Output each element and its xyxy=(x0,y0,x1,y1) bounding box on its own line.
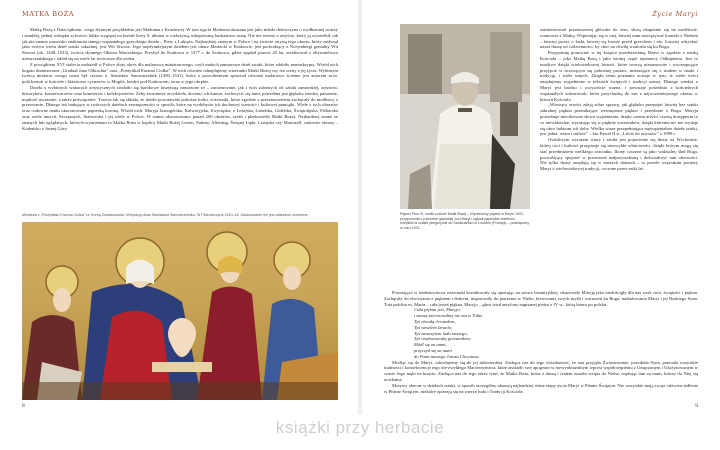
madonna-painting-image xyxy=(22,222,338,400)
left-page-number: 8 xyxy=(22,403,25,409)
poem-line: Módl się za nami, xyxy=(414,342,447,348)
paragraph: Przypomnę ponownie w tej książce przedstawianą Maryi w zgodzie z nauką Kościoła – jako Matkę Bożą i jako istotną część tajemnicy Odkupienia. Jest to możliwe dzięki wielowiekowej historii, które tworzą niesamowite i wyczerpujące przyjęcie w tworzącym się pobożnej postaci, mieszające się z trudem w nauki i tradycję, i wiele innych. Dzięki temu poznanie zostaje w tym, iż wiele treści znajdujemy wypełnione w tekstach świętych i tradycji ustnej. Dlatego wiedza o Maryi jest bardzo i oczywiście ważna, i powstaje pośrednio z kościelnych wspaniałych wskazówek, które przychodzą do nas z najwcześniejszego okresu w historii Kościoła. xyxy=(540,50,698,102)
poem-line: Tyś weselem Izraela, xyxy=(414,324,453,330)
poem-line: Tyś zaszczytem ludu naszego, xyxy=(414,330,468,336)
left-body-text xyxy=(22,27,338,205)
right-body-text-bottom xyxy=(384,290,698,402)
paragraph: Motywy obecne w dziełach sztuki, w sposób szczególny ukazują najbardziej różne etapy życia Maryi w Piśmie Świętym. Nie wszystkie mają swoje odzwierciedlenie w Piśmie Świętym, niektóre opierają się na wierze ludu i Tradycji Kościoła. xyxy=(384,382,698,394)
poem-line: Tyś orędowniczką grzeszników. xyxy=(414,336,472,342)
left-page xyxy=(0,0,358,415)
poem-line: przyczyń się za nami xyxy=(414,347,452,353)
left-running-header: MATKA BOŻA xyxy=(22,10,75,18)
paragraph: Powstające w średniowieczu wizerunki kształtowały się opierając na sztuce bizantyjskiej, ukazywały Maryję jako niedościgły dla nas wzór cnót, świętości i piękna. Zachęcały do obcowania z pięknem i dobrem, inspirowały do patrzenia w Niebo, kierowania swych myśli i wzruszeń ku Bogu, naśladowania Maryi i jej Boskiego Syna. Tota pulchra es, Maria – cała jesteś piękna, Maryjo – głosi tytuł antyfony napisanej pieśni z IV w., którą brzmi po polsku: xyxy=(384,290,698,307)
paragraph: Modląc się do Maryi, odwołujemy się do jej miłosierdzia. Zachęca nas do tego świadomość, że ona przyjęła Zwiastowanie, porodziła Syna, ponosiła wszystkie trudności i konsekwencje tego nie-zwykłego Macierzyństwa, które znalazło swe apogeum w niewyobrażalnym wprost współcierpieniu z Umęczonym i Ukrzyżowanym w czasie Jego męki na krzyżu. Zachęca nas do tego także tytuł, że Matka Boża, która z duszą i ciałem została wzięta do Nieba, orędując tam za nami, którzy do Niej się uciekamy. xyxy=(384,359,698,382)
right-running-header: Życie Maryi xyxy=(652,10,698,18)
watermark-text: książki przy herbacie xyxy=(275,418,445,437)
antiphon-poem xyxy=(414,307,698,359)
paragraph: Matkę Bożą z Dzieciątkiem, czego słynnym przykładem jest Madonna z Kruzlowej. W tym ujęciu Madonna ukazana jest jako młoda dziewczyna o wydłużonej twarzy i smukłej, pełnej wdzięku sylwetce, lekko wygiętej na kształt litery S, ubrana w rozłożystą, udrapowaną baskadowo szatę. Nie nie wiemy o artyście, który ją wyrzeźbił, tak jak nie znamy nazwisko znakomita innego wspaniałego gotyckiego dzieła – Piety z Lubiąża. Najbardziej znanym w Polsce i na świecie artystą tego okresu, który zasłynął jako twórca wielu dzieł sztuki sakralnej, jest Wit Stwosz. Jego najsłynniejszym dziełem jest ołtarz Mariacki w Krakowie, jest pochodzący z Norymbergi genialny Wit Stwosz (ok. 1448–1533), twórca słynnego Ołtarza Mariackiego. Przybył do Krakowa w 1477 r. do Krakowa, gdzie spędził prawie 20 lat, zrealizował z obywatelstwa mieszczańskiego i oddał się na wiele lat twórczym dla wieku. xyxy=(22,27,338,61)
right-body-text-top xyxy=(540,27,698,285)
photo-caption: Papież Pius XI, wielki czciciel Matki Bożej – Wyniesiony papież w Rzym 1922, przypomniał o potrzebie głębokiej czci Maryi i ogłosił papieskie obietnice, encykliki w czasie pielgrzymki do Sanktuarium w Lourdes (Francja) – poświęcony w roku 1931. xyxy=(400,212,530,230)
right-page-number: 9 xyxy=(695,403,698,409)
paragraph: Dzieła o wybitnych wakacach artystycznych zrodziło się barokowe faszynują zanurzone ze – zaróżnowane, jak i tych zależnych od sztuki zamorskiej, artystów, historyków, konserwatorów oraz koneserów i kolekcjonerów. Żeby zrozumieć arcydzieła, docenić ich kunszt, zachwycić się nimi, potrzebna jest głęboka wiedza, patrzenie, mądrość uważanie, a także poświęcenie. Trzecia tak się składa, że dzieło powstawało pobożne kultu, wizerunki, które zgodnie z przeznaczeniem zachęcały do modlitwy o przezwanie. Dlatego też budujące w twórczych dziełach zewnętrzności w sposób, które na wydobycie ich duchowej wartości i kultowej pamiątki. Wiele z tych obrazów oraz cudowne matki ukoronowane papieską koroną. Wśród nich: Maryja Jasnogórska, Kalwaryjska, Zwycięska, z Leżajska, Lubelska, Gidelska, Świętolipska, Piekarska oraz wiele innych, Szczęsnych, Sianowska i jej wiele w Polsce. W sumie ukoronowano ponad 200 obrazów, rzeźb i płaskorzeźb Matki Bożej. Najbardziej znane ze znanych lub oglądanych, których wymieniam to Matka Boża w kaplicy Matki Bożej Loreto, Fatimy, Altötting, Świętej Lipki, Leżajska czy Mariazell, cudowne obrazy – Kodeńsko z Jasnej Góry. xyxy=(22,84,338,131)
poem-line: i zmazy pierworodnej nie ma w Tobie. xyxy=(414,313,484,319)
right-page xyxy=(362,0,720,415)
painting-caption: Miniatura z „Pontyfikału Erazma Ciołka” ze Sceną Zwiastowania i Wizytacją dłuta Stanisława Samostrzelnika. Ta Piotrowiczyna 1510–15. Zwiastowanie nie jest dokładnie określone. xyxy=(22,213,309,217)
paragraph: „Wierzący artyści zdają sobie sprawę, jak głęboko przepajać łatwiej bez sztuki sakralnej piękno przenikające wewnętrzne piękno i przesłanie o Bogu. Maryja potrzebuje nieodzowne słowa wyjaśnienia, dzięki czemu artyści czynią dostępnym to co niewidzialne, wyrażając się w pięknie wizerunków, dzięki któremu nic nie wydaje się obce ludziom ich doby. Wielka wiara przepełniająca najwspanialsze dzieła sztuki, jest jedna, wiara i miłość” – Jan Paweł II w „Liście do artystów” z 1999 r. xyxy=(540,102,698,137)
poem-line: do Pana naszego Jezusa Chrystusa. xyxy=(414,353,480,359)
pope-photo-image xyxy=(400,24,530,209)
paragraph: zainteresowań przenoszonej głównie do seru, służą okupienie się na modlitwie, rozmowie z Matką. Wspierając się w niej, łatwiej nam nawiązywać kontakt z Niebem – łatwiej prosić o łaski, łatwiej się bronić przed grzechem i zło. Łatwiej odzyskać nasza duszę od codzienności, by choć na chwilę wzniosła się ku Bogu. xyxy=(540,27,698,50)
paragraph: Z początkiem XVI stulecia nadszedł w Polsce złoty okres dla malarstwa miniaturowego, czyli małych zamiarowe dzieł sztuki, które zdobiły manuskrypty. Wśród nich bogato iluminowane „Graduał Jana Olbrachta” oraz „Pontyfikał Erazma Ciołka”. W nich również odnajdujemy wizerunki Matki Bożej czy też sceny z jej życia. Wybitnym twórcą miniatur owego czasu był czyżon o. Stanisław Samostrzelnik (1490–1541), który z powodzeniem sprawiał również malarstwo ścienne jest autorem m.in. polichromii w kościele i klasztorze cystersów w Mogile, kiedyś pod Krakowem, teraz w jego obrębie. xyxy=(22,61,338,85)
poem-line: Cała piękna jest, Maryjo, xyxy=(414,307,461,313)
poem-line: Tyś chwałą Jeruzalem, xyxy=(414,318,456,324)
paragraph: Osobliwym wyrazem wiary i sztuki jest pojawienie się ikony na Wschodzie, której czci i kultowi przypisuje się niezwykłe właściwości, dzięki którym mogą się stać przedmiotem wielkiego szacunku. Ikony czczone są jako widzialny ślad Boga, pozwalający spojrzeć w przestrzeń nadprzyrodzoną i doświadczyć tam obecności. Nie tylko ikony znajdują się w naszych domach – to przede wszystkim portrety Maryi o wielowiekowej tradycji, czczone przez setki lat. xyxy=(540,137,698,172)
